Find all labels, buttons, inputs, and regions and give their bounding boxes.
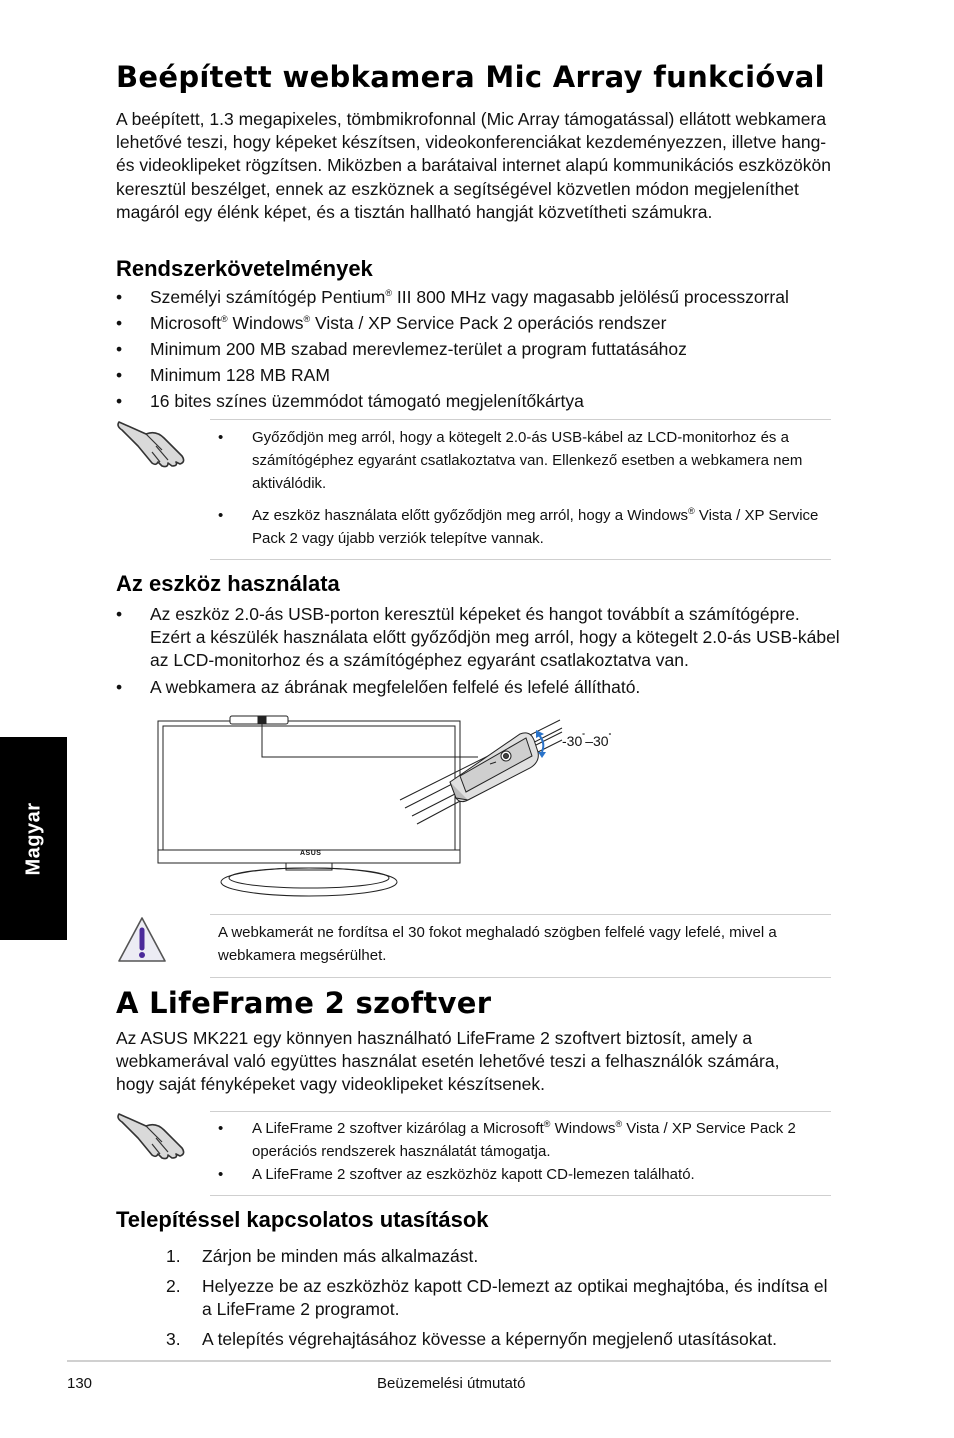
list-item: • 16 bites színes üzemmódot támogató megjelenítőkártya (116, 391, 584, 411)
language-tab: Magyar (0, 737, 67, 940)
note-list-lifeframe (218, 1117, 833, 1186)
note-list-usb (218, 426, 833, 550)
list-item: • Minimum 200 MB szabad merevlemez-terület a program futtatásához (116, 339, 687, 359)
footer-doc-title: Beüzemelési útmutató (377, 1375, 526, 1392)
install-steps (166, 1245, 836, 1358)
section-title-webcam: Beépített webkamera Mic Array funkcióval (116, 60, 825, 94)
list-item: • Az eszköz használata előtt győződjön meg arról, hogy a Windows® Vista / XP Service Pack 2 vagy újabb verziók telepítve vannak. (218, 506, 819, 547)
lifeframe-intro-paragraph: Az ASUS MK221 egy könnyen használható LifeFrame 2 szoftvert biztosít, amely a webkamerával való együttes használat esetén lehetővé teszi a felhasználók számára, hogy saját fényképeket vagy videoklipeket készítsenek. (116, 1028, 780, 1095)
page-number: 130 (67, 1375, 93, 1392)
list-item: 3. A telepítés végrehajtásához kövesse a képernyőn megjelenő utasításokat. (166, 1329, 777, 1349)
usage-list (116, 603, 841, 699)
install-heading: Telepítéssel kapcsolatos utasítások (116, 1207, 489, 1232)
list-item: • Minimum 128 MB RAM (116, 365, 330, 385)
list-item: • Győződjön meg arról, hogy a kötegelt 2.0-ás USB-kábel az LCD-monitorhoz és a számítógéphez egyaránt csatlakoztatva van. Ellenkező esetben a webkamera nem aktiválódik. (218, 429, 803, 492)
warning-text: A webkamerát ne fordítsa el 30 fokot meghaladó szögben felfelé vagy lefelé, mivel a webkamera megsérülhet. (218, 924, 777, 964)
list-item: • Microsoft® Windows® Vista / XP Service Pack 2 operációs rendszer (116, 313, 667, 333)
hand-pointer-icon (116, 1108, 188, 1162)
warning-exclamation-icon (116, 914, 168, 966)
list-item: • A LifeFrame 2 szoftver az eszközhöz kapott CD-lemezen található. (218, 1166, 695, 1183)
list-item: • Személyi számítógép Pentium® III 800 MHz vagy magasabb jelölésű processzorral (116, 287, 789, 307)
footer-divider (67, 1360, 831, 1362)
webcam-intro-paragraph: A beépített, 1.3 megapixeles, tömbmikrofonnal (Mic Array támogatással) ellátott webkamera lehetővé teszi, hogy képeket készítsen, videokonferenciákat kezdeményezzen, illetve hang- és videoklipeket rögzítsen. Miközben a barátaival internet alapú kommunikációs eszközökön keresztül beszélget, ennek az eszköznek a segítségével közvetlen módon megjeleníthet magáról egy élénk képet, és a tisztán hallható hangját közvetítheti számukra. (116, 109, 831, 222)
requirements-list (116, 286, 846, 413)
requirements-heading: Rendszerkövetelmények (116, 256, 373, 281)
list-item: • A webkamera az ábrának megfelelően felfelé és lefelé állítható. (116, 677, 641, 697)
tilt-angle-label: -30˚–30˚ (562, 732, 612, 749)
usage-heading: Az eszköz használata (116, 571, 340, 596)
section-title-lifeframe: A LifeFrame 2 szoftver (116, 986, 492, 1020)
asus-logo: ASUS (300, 850, 322, 857)
hand-pointer-icon (116, 416, 188, 470)
list-item: • Az eszköz 2.0-ás USB-porton keresztül képeket és hangot továbbít a számítógépre. Ezért a készülék használata előtt győződjön meg arról, hogy a kötegelt 2.0-ás USB-kábel az LCD-monitorhoz és a számítógéphez egyaránt csatlakoztatva van. (116, 604, 840, 670)
list-item: • A LifeFrame 2 szoftver kizárólag a Microsoft® Windows® Vista / XP Service Pack 2 operációs rendszerek használatát támogatja. (218, 1119, 796, 1160)
list-item: 1. Zárjon be minden más alkalmazást. (166, 1246, 479, 1266)
list-item: 2. Helyezze be az eszközhöz kapott CD-lemezt az optikai meghajtóba, és indítsa el a LifeFrame 2 programot. (166, 1276, 828, 1319)
